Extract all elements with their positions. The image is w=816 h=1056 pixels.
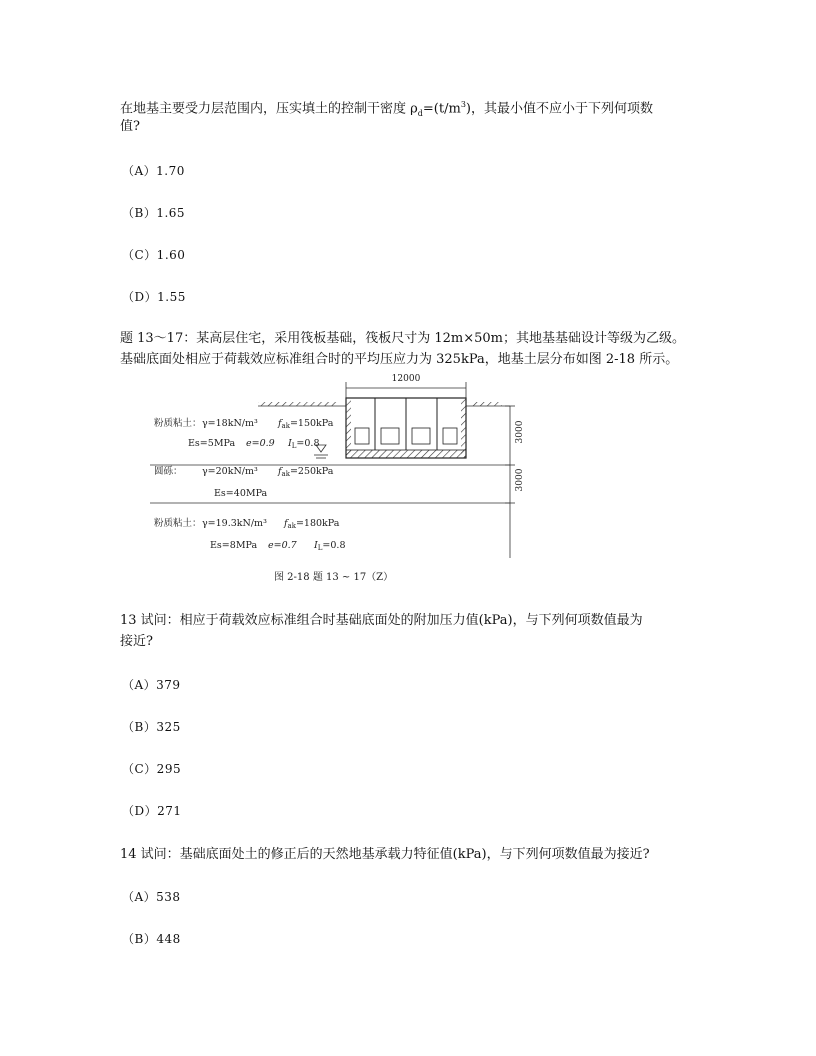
option-q13-a: （A）379: [122, 678, 181, 692]
layer1-il: $I_L=0.8$: [288, 438, 320, 450]
depth-label-top: 3000: [515, 420, 525, 444]
layer2-es: Es=40MPa: [214, 488, 268, 499]
question-12-line-2: 值?: [120, 119, 140, 134]
topic-line-2: 基础底面处相应于荷载效应标准组合时的平均压应力为 325kPa，地基土层分布如图 2-18 所示。: [120, 352, 679, 367]
option-q13-d: （D）271: [122, 804, 182, 818]
question-14-line-1: 14 试问：基础底面处土的修正后的天然地基承载力特征值(kPa)，与下列何项数值最为接近?: [120, 847, 650, 862]
layer1-name: 粉质粘土：: [154, 418, 202, 429]
option-q14-b: （B）448: [122, 932, 181, 946]
option-q12-d: （D）1.55: [122, 290, 186, 304]
layer1-e: e=0.9: [246, 438, 275, 449]
layer2-gamma: γ=20kN/m³: [202, 466, 258, 477]
layer3-name: 粉质粘土：: [154, 518, 202, 529]
question-13-line-2: 接近?: [120, 634, 153, 649]
depth-label-mid: 3000: [515, 468, 525, 492]
layer3-es: Es=8MPa: [210, 540, 258, 551]
option-q13-c: （C）295: [122, 762, 182, 776]
option-q14-a: （A）538: [122, 890, 181, 904]
layer1-gamma: γ=18kN/m³: [202, 418, 258, 429]
topic-line-1: 题 13～17：某高层住宅，采用筏板基础，筏板尺寸为 12m×50m；其地基基础设计等级为乙级。: [120, 331, 685, 346]
option-q12-a: （A）1.70: [122, 164, 185, 178]
figure-caption: 图 2-18 题 13 ~ 17（Z）: [274, 572, 394, 583]
layer1-fak: $f_{ak}=150kPa$: [278, 418, 334, 430]
option-q12-b: （B）1.65: [122, 206, 186, 220]
soil-profile-figure: [150, 368, 530, 590]
layer3-il: $I_L=0.8$: [314, 540, 346, 552]
layer2-fak: $f_{ak}=250kPa$: [278, 466, 334, 478]
layer3-gamma: γ=19.3kN/m³: [202, 518, 267, 529]
layer3-fak: $f_{ak}=180kPa$: [284, 518, 340, 530]
option-q12-c: （C）1.60: [122, 248, 186, 262]
question-12-line-1: 在地基主要受力层范围内，压实填土的控制干密度 $\rho_d=(t/m^3)$，其最小值不应小于下列何项数: [120, 100, 653, 118]
width-label: 12000: [391, 374, 421, 384]
layer3-e: e=0.7: [268, 540, 297, 551]
option-q13-b: （B）325: [122, 720, 181, 734]
layer2-name: 圆砾：: [154, 466, 183, 477]
layer1-es: Es=5MPa: [188, 438, 236, 449]
question-13-line-1: 13 试问：相应于荷载效应标准组合时基础底面处的附加压力值(kPa)，与下列何项数值最为: [120, 613, 643, 628]
